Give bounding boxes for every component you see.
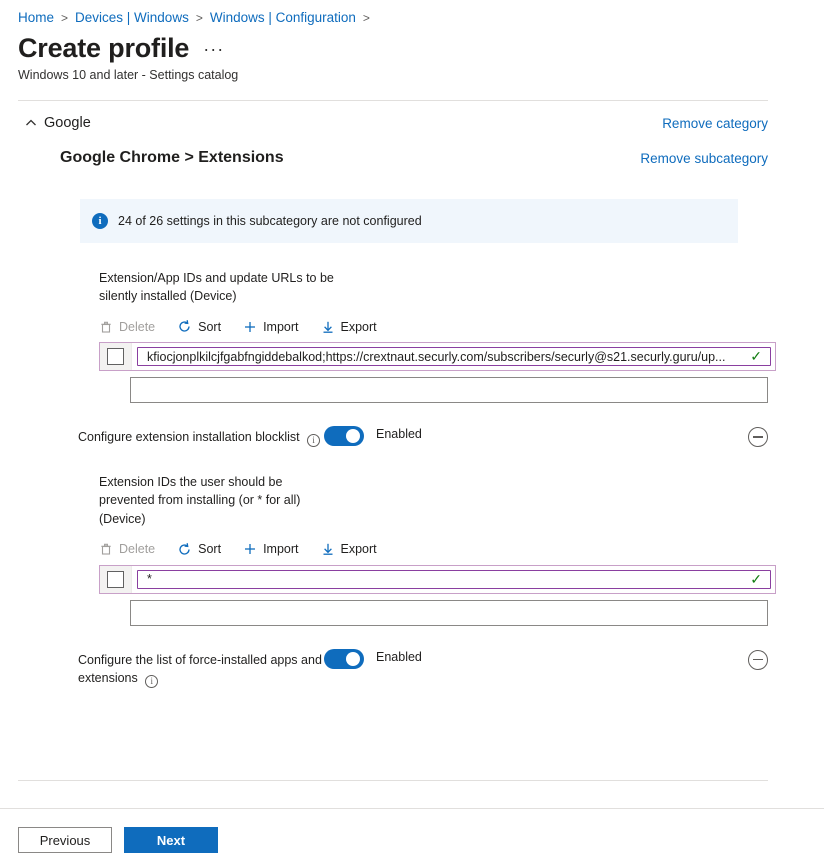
sort-label: Sort: [198, 542, 222, 557]
info-icon: i: [92, 213, 108, 229]
setting-label-silently-installed: Extension/App IDs and update URLs to be silently installed (Device): [99, 271, 334, 304]
plus-icon: [243, 542, 257, 556]
info-tooltip-icon[interactable]: i: [307, 434, 320, 447]
extension-id-value: kfiocjonplkilcjfgabfngiddebalkod;https://crextnaut.securly.com/subscribers/securly@s21.securly.guru/up...: [147, 349, 726, 364]
download-icon: [321, 542, 335, 556]
import-label: Import: [263, 542, 299, 557]
trash-icon: [99, 320, 113, 334]
chevron-right-icon: >: [61, 10, 69, 25]
trash-icon: [99, 542, 113, 556]
setting-row-force-installed: [78, 648, 768, 687]
remove-category-link[interactable]: Remove category: [662, 115, 768, 131]
export-button[interactable]: [321, 320, 377, 334]
export-label: Export: [340, 542, 377, 557]
breadcrumb-item-home[interactable]: Home: [18, 10, 55, 25]
remove-subcategory-link[interactable]: Remove subcategory: [640, 150, 768, 166]
info-bar-text: 24 of 26 settings in this subcategory are not configured: [118, 214, 422, 229]
toggle-label-force-installed: Configure the list of force-installed apps and extensions: [78, 652, 322, 685]
title-row: [0, 25, 824, 64]
toggle-label-blocklist: Configure extension installation blocklist: [78, 430, 300, 445]
row-checkbox[interactable]: [107, 571, 124, 588]
content-divider: [18, 780, 768, 781]
page-subtitle: Windows 10 and later - Settings catalog: [18, 68, 239, 83]
sort-button[interactable]: [177, 319, 221, 334]
breadcrumb-item-windows-configuration[interactable]: Windows | Configuration: [209, 10, 356, 25]
toggle-switch-force-installed[interactable]: [324, 649, 364, 669]
subcategory-name: Google Chrome > Extensions: [60, 149, 284, 167]
toggle-state-blocklist: Enabled: [376, 427, 422, 442]
blocklist-id-field[interactable]: [137, 570, 771, 589]
row-checkbox[interactable]: [107, 348, 124, 365]
chevron-right-icon: >: [195, 10, 203, 25]
toggle-knob: [346, 429, 360, 443]
wizard-footer: [0, 808, 824, 853]
more-options-button[interactable]: ···: [203, 39, 225, 60]
sort-button[interactable]: [177, 542, 221, 557]
row-checkbox-cell: [100, 343, 132, 370]
plus-icon: [243, 320, 257, 334]
table-row[interactable]: [99, 565, 776, 594]
subcategory-header: [18, 137, 768, 173]
import-label: Import: [263, 319, 299, 334]
category-name: Google: [44, 115, 91, 132]
export-button[interactable]: [321, 542, 377, 556]
setting-label-prevented-install: Extension IDs the user should be prevented from installing (or * for all) (Device): [99, 475, 301, 526]
list-command-bar-1: [99, 319, 768, 334]
list-command-bar-2: [99, 542, 768, 557]
category-header: [18, 101, 768, 137]
remove-setting-button[interactable]: [748, 650, 768, 670]
chevron-up-icon[interactable]: [18, 116, 44, 130]
settings-content: [18, 100, 768, 687]
sort-label: Sort: [198, 319, 222, 334]
blocklist-id-value: *: [147, 572, 152, 587]
import-button[interactable]: [243, 542, 298, 556]
breadcrumb-item-devices-windows[interactable]: Devices | Windows: [75, 10, 189, 25]
delete-label: Delete: [119, 319, 156, 334]
extension-id-field[interactable]: [137, 347, 771, 366]
setting-row-extension-blocklist: [78, 425, 768, 447]
row-checkbox-cell: [100, 566, 132, 593]
next-button[interactable]: Next: [124, 827, 218, 853]
page-title: Create profile: [18, 33, 190, 63]
toggle-state-force-installed: Enabled: [376, 649, 422, 664]
new-blocklist-id-input[interactable]: [130, 600, 768, 626]
toggle-switch-blocklist[interactable]: [324, 426, 364, 446]
valid-check-icon: ✓: [750, 570, 762, 587]
download-icon: [321, 320, 335, 334]
valid-check-icon: ✓: [750, 348, 762, 365]
refresh-sort-icon: [177, 542, 192, 557]
toggle-knob: [346, 652, 360, 666]
import-button[interactable]: [243, 320, 298, 334]
delete-button[interactable]: [99, 320, 155, 334]
remove-setting-button[interactable]: [748, 427, 768, 447]
delete-button[interactable]: [99, 542, 155, 556]
previous-button[interactable]: Previous: [18, 827, 112, 853]
breadcrumb: [0, 0, 824, 25]
not-configured-info-bar: [80, 199, 738, 243]
refresh-sort-icon: [177, 319, 192, 334]
export-label: Export: [340, 319, 377, 334]
delete-label: Delete: [119, 542, 156, 557]
info-tooltip-icon[interactable]: i: [145, 675, 158, 688]
chevron-right-icon: >: [362, 10, 370, 25]
table-row[interactable]: [99, 342, 776, 371]
new-extension-id-input[interactable]: [130, 377, 768, 403]
